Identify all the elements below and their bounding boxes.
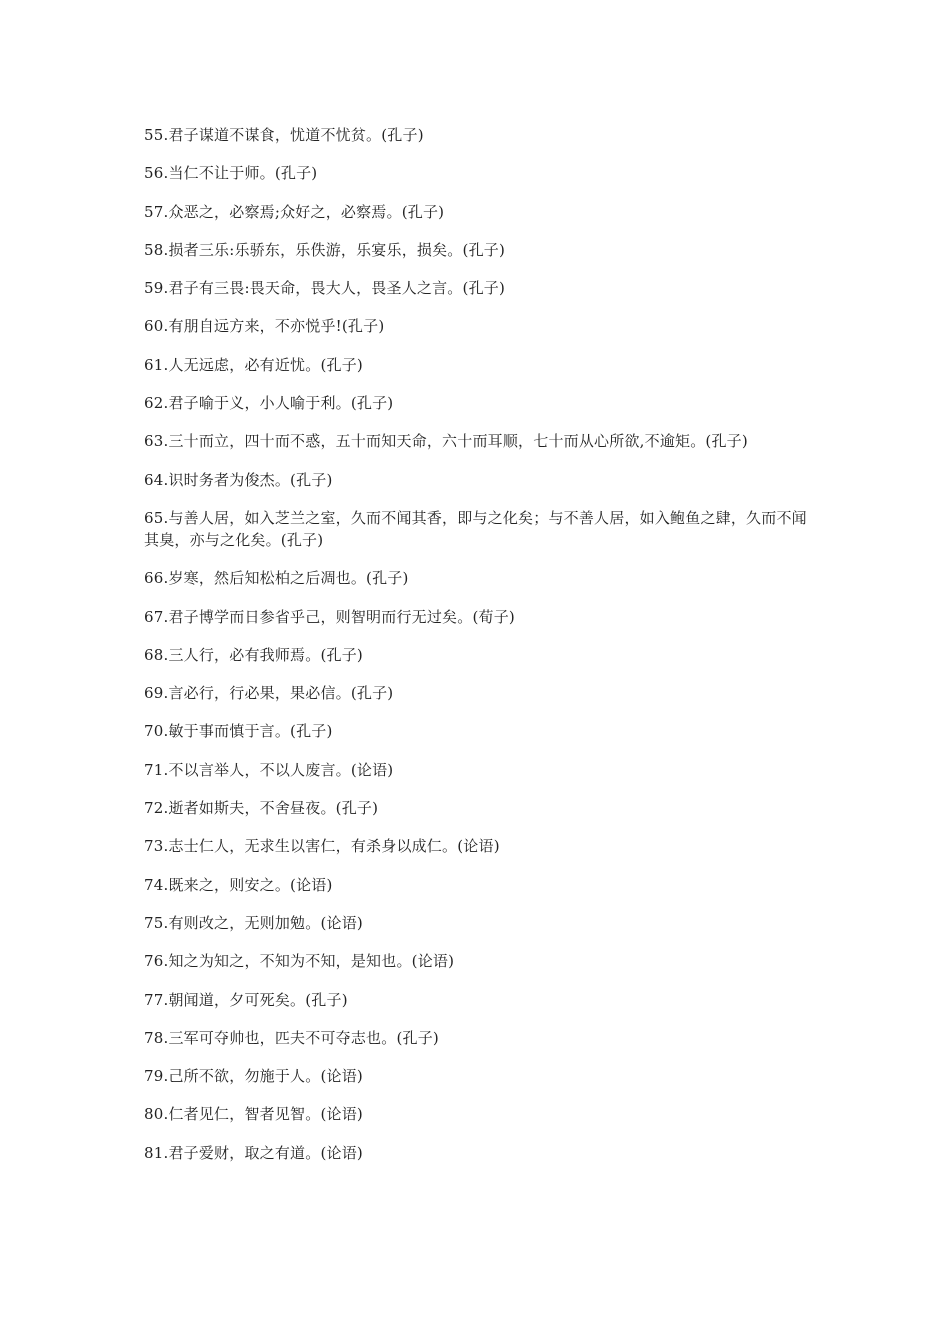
quote-item: 80.仁者见仁，智者见智。(论语) [144, 1105, 363, 1124]
quote-item: 60.有朋自远方来，不亦悦乎!(孔子) [144, 317, 385, 336]
quote-item: 73.志士仁人，无求生以害仁，有杀身以成仁。(论语) [144, 837, 500, 856]
quote-item: 69.言必行，行必果，果必信。(孔子) [144, 684, 394, 703]
quote-item: 76.知之为知之，不知为不知，是知也。(论语) [144, 952, 455, 971]
quote-item: 74.既来之，则安之。(论语) [144, 875, 333, 894]
quote-item: 79.己所不欲，勿施于人。(论语) [144, 1067, 363, 1086]
quote-item: 58.损者三乐:乐骄东，乐佚游，乐宴乐，损矣。(孔子) [144, 240, 506, 259]
quote-item: 63.三十而立，四十而不惑，五十而知天命，六十而耳顺，七十而从心所欲,不逾矩。(孔子) [144, 432, 748, 451]
quote-item: 64.识时务者为俊杰。(孔子) [144, 470, 333, 489]
quote-item: 75.有则改之，无则加勉。(论语) [144, 913, 363, 932]
quote-item: 68.三人行，必有我师焉。(孔子) [144, 645, 363, 664]
quote-item: 57.众恶之，必察焉;众好之，必察焉。(孔子) [144, 202, 445, 221]
quote-item: 56.当仁不让于师。(孔子) [144, 164, 318, 183]
quote-item: 70.敏于事而慎于言。(孔子) [144, 722, 333, 741]
quote-item: 55.君子谋道不谋食，忧道不忧贫。(孔子) [144, 126, 424, 144]
quote-item: 66.岁寒，然后知松柏之后凋也。(孔子) [144, 569, 409, 588]
quote-item: 78.三军可夺帅也，匹夫不可夺志也。(孔子) [144, 1028, 439, 1047]
quote-item: 81.君子爱财，取之有道。(论语) [144, 1143, 363, 1162]
quote-item: 61.人无远虑，必有近忧。(孔子) [144, 355, 363, 374]
quote-item: 62.君子喻于义，小人喻于利。(孔子) [144, 394, 394, 413]
quote-list [144, 124, 812, 1180]
quote-item: 77.朝闻道，夕可死矣。(孔子) [144, 990, 348, 1009]
quote-item: 59.君子有三畏:畏天命，畏大人，畏圣人之言。(孔子) [144, 279, 506, 298]
quote-item: 72.逝者如斯夫，不舍昼夜。(孔子) [144, 799, 379, 818]
quote-item: 71.不以言举人，不以人废言。(论语) [144, 760, 394, 779]
quote-item: 65.与善人居，如入芝兰之室，久而不闻其香，即与之化矣；与不善人居，如入鲍鱼之肆，久而不闻其臭，亦与之化矣。(孔子) [144, 508, 807, 549]
quote-item: 67.君子博学而日参省乎己，则智明而行无过矣。(荀子) [144, 607, 515, 626]
